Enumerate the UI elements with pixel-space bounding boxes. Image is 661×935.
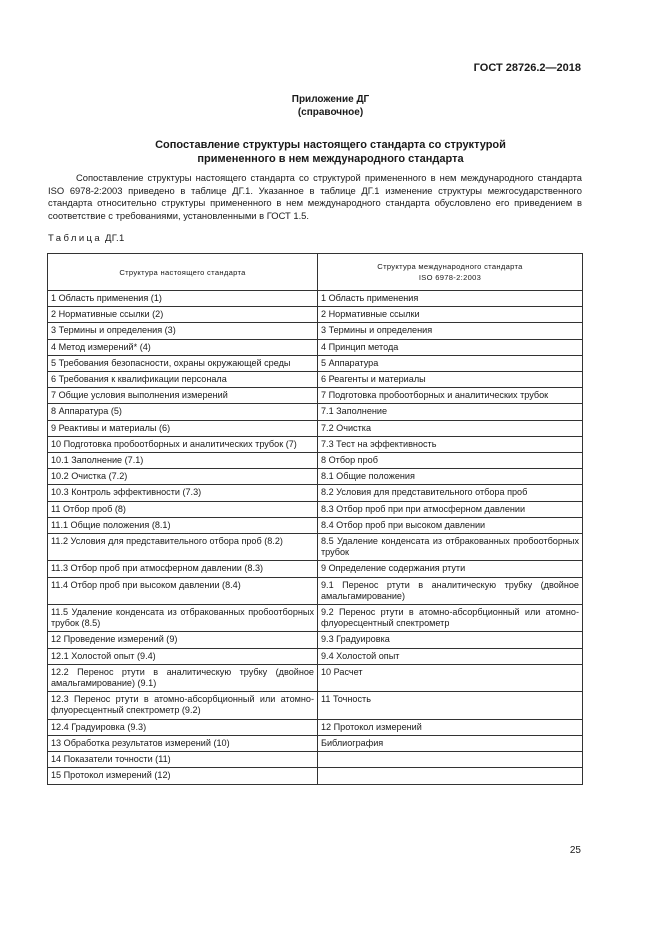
table-row	[48, 291, 583, 307]
section-title-line-1: Сопоставление структуры настоящего стандарта со структурой	[155, 139, 506, 151]
national-standard-cell: 3 Термины и определения (3)	[48, 323, 318, 339]
national-standard-cell: 12 Проведение измерений (9)	[48, 632, 318, 648]
international-standard-cell: 1 Область применения	[318, 291, 583, 307]
table-caption-id: ДГ.1	[105, 233, 125, 244]
international-standard-cell: 2 Нормативные ссылки	[318, 307, 583, 323]
table-body	[48, 291, 583, 785]
international-standard-cell: 8.2 Условия для представительного отбора проб	[318, 485, 583, 501]
national-standard-cell: 12.4 Градуировка (9.3)	[48, 719, 318, 735]
page-number: 25	[569, 845, 581, 856]
international-standard-cell: 8 Отбор проб	[318, 453, 583, 469]
table-row	[48, 355, 583, 371]
international-standard-cell: 8.4 Отбор проб при высоком давлении	[318, 517, 583, 533]
column-header-international-line-1: Структура международного стандарта	[377, 262, 523, 271]
table-row	[48, 372, 583, 388]
international-standard-cell: 12 Протокол измерений	[318, 719, 583, 735]
national-standard-cell: 11.5 Удаление конденсата из отбракованных пробоотборных трубок (8.5)	[48, 605, 318, 632]
national-standard-cell: 6 Требования к квалификации персонала	[48, 372, 318, 388]
table-row	[48, 632, 583, 648]
table-row	[48, 388, 583, 404]
national-standard-cell: 12.3 Перенос ртути в атомно-абсорбционный или атомно-флуоресцентный спектрометр (9.2)	[48, 692, 318, 719]
table-row	[48, 517, 583, 533]
column-header-international-line-2: ISO 6978-2:2003	[418, 273, 482, 282]
international-standard-cell: Библиография	[318, 735, 583, 751]
national-standard-cell: 10 Подготовка пробоотборных и аналитических трубок (7)	[48, 436, 318, 452]
national-standard-cell: 8 Аппаратура (5)	[48, 404, 318, 420]
table-row	[48, 577, 583, 604]
structure-comparison-table	[47, 253, 583, 785]
national-standard-cell: 11.3 Отбор проб при атмосферном давлении (8.3)	[48, 561, 318, 577]
national-standard-cell: 10.2 Очистка (7.2)	[48, 469, 318, 485]
table-row	[48, 323, 583, 339]
national-standard-cell: 2 Нормативные ссылки (2)	[48, 307, 318, 323]
international-standard-cell: 9.1 Перенос ртути в аналитическую трубку (двойное амальгамирование)	[318, 577, 583, 604]
international-standard-cell: 9 Определение содержания ртути	[318, 561, 583, 577]
international-standard-cell: 8.1 Общие положения	[318, 469, 583, 485]
national-standard-cell: 9 Реактивы и материалы (6)	[48, 420, 318, 436]
international-standard-cell: 4 Принцип метода	[318, 339, 583, 355]
international-standard-cell: 7 Подготовка пробоотборных и аналитических трубок	[318, 388, 583, 404]
table-row	[48, 692, 583, 719]
section-title-line-2: примененного в нем международного стандарта	[197, 153, 464, 165]
national-standard-cell: 11 Отбор проб (8)	[48, 501, 318, 517]
table-row	[48, 561, 583, 577]
intro-paragraph: Сопоставление структуры настоящего стандарта со структурой примененного в нем международного стандарта ISO 6978-2:2003 приведено в таблице ДГ.1. Указанное в таблице ДГ.1 изменение структуры межгосударственного стандарта относительно структуры примененного в нем международного стандарта обусловлено его приведением в соответствие с требованиями, установленными в ГОСТ 1.5.	[48, 172, 582, 221]
table-row	[48, 768, 583, 784]
national-standard-cell: 12.1 Холостой опыт (9.4)	[48, 648, 318, 664]
international-standard-cell: 11 Точность	[318, 692, 583, 719]
national-standard-cell: 1 Область применения (1)	[48, 291, 318, 307]
table-row	[48, 485, 583, 501]
national-standard-cell: 11.1 Общие положения (8.1)	[48, 517, 318, 533]
table-row	[48, 436, 583, 452]
appendix-note: (справочное)	[297, 107, 364, 118]
table-row	[48, 534, 583, 561]
international-standard-cell: 9.2 Перенос ртути в атомно-абсорбционный или атомно-флуоресцентный спектрометр	[318, 605, 583, 632]
international-standard-cell: 9.4 Холостой опыт	[318, 648, 583, 664]
section-title	[0, 138, 661, 166]
international-standard-cell: 5 Аппаратура	[318, 355, 583, 371]
table-row	[48, 735, 583, 751]
table-row	[48, 719, 583, 735]
table-row	[48, 752, 583, 768]
international-standard-cell	[318, 768, 583, 784]
national-standard-cell: 11.4 Отбор проб при высоком давлении (8.4)	[48, 577, 318, 604]
appendix-heading	[0, 93, 661, 119]
table-row	[48, 404, 583, 420]
international-standard-cell: 8.5 Удаление конденсата из отбракованных пробоотборных трубок	[318, 534, 583, 561]
table-row	[48, 664, 583, 691]
column-header-international	[318, 254, 583, 291]
table-row	[48, 648, 583, 664]
national-standard-cell: 4 Метод измерений* (4)	[48, 339, 318, 355]
table-caption	[48, 233, 125, 244]
column-header-national: Структура настоящего стандарта	[48, 254, 318, 291]
international-standard-cell	[318, 752, 583, 768]
national-standard-cell: 7 Общие условия выполнения измерений	[48, 388, 318, 404]
national-standard-cell: 14 Показатели точности (11)	[48, 752, 318, 768]
national-standard-cell: 10.1 Заполнение (7.1)	[48, 453, 318, 469]
table-caption-prefix: Таблица	[48, 233, 103, 244]
table-row	[48, 501, 583, 517]
table-row	[48, 339, 583, 355]
national-standard-cell: 10.3 Контроль эффективности (7.3)	[48, 485, 318, 501]
international-standard-cell: 7.3 Тест на эффективность	[318, 436, 583, 452]
national-standard-cell: 11.2 Условия для представительного отбора проб (8.2)	[48, 534, 318, 561]
table-row	[48, 453, 583, 469]
document-code: ГОСТ 28726.2—2018	[473, 62, 581, 74]
national-standard-cell: 13 Обработка результатов измерений (10)	[48, 735, 318, 751]
table-row	[48, 420, 583, 436]
international-standard-cell: 9.3 Градуировка	[318, 632, 583, 648]
table-header-row	[48, 254, 583, 291]
appendix-title: Приложение ДГ	[291, 94, 370, 105]
international-standard-cell: 7.1 Заполнение	[318, 404, 583, 420]
table-row	[48, 605, 583, 632]
table-row	[48, 307, 583, 323]
table-row	[48, 469, 583, 485]
national-standard-cell: 5 Требования безопасности, охраны окружающей среды	[48, 355, 318, 371]
international-standard-cell: 6 Реагенты и материалы	[318, 372, 583, 388]
national-standard-cell: 12.2 Перенос ртути в аналитическую трубку (двойное амальгамирование) (9.1)	[48, 664, 318, 691]
national-standard-cell: 15 Протокол измерений (12)	[48, 768, 318, 784]
international-standard-cell: 10 Расчет	[318, 664, 583, 691]
international-standard-cell: 8.3 Отбор проб при при атмосферном давлении	[318, 501, 583, 517]
international-standard-cell: 3 Термины и определения	[318, 323, 583, 339]
international-standard-cell: 7.2 Очистка	[318, 420, 583, 436]
